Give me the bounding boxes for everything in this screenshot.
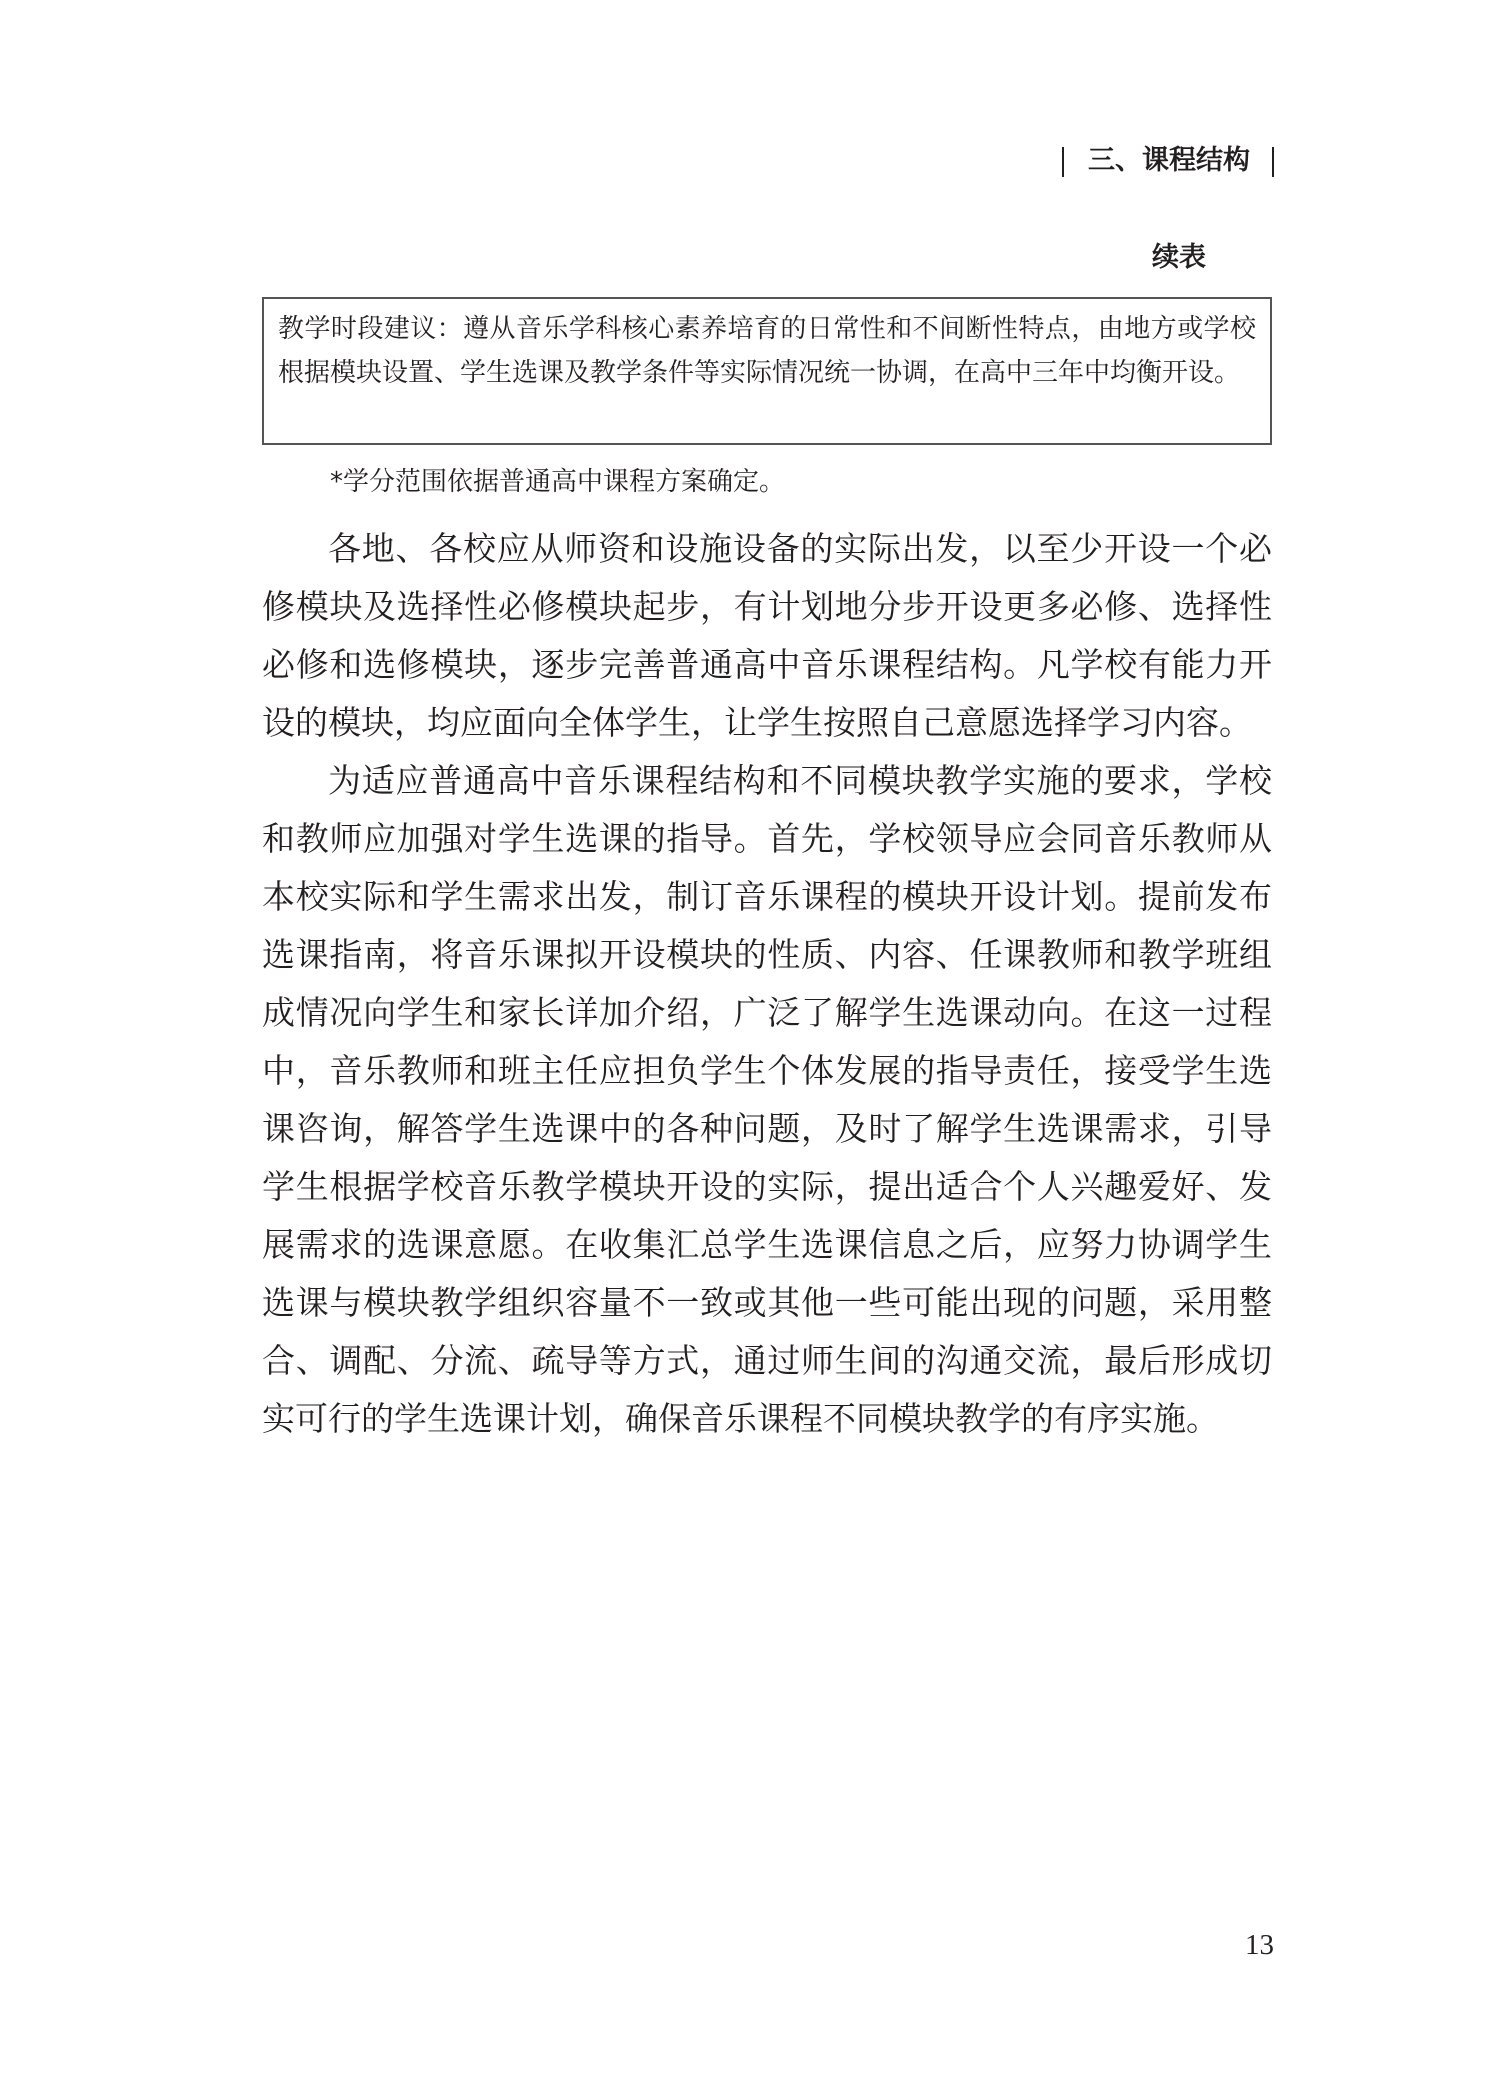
body-text [262, 520, 1272, 1448]
paragraph: 为适应普通高中音乐课程结构和不同模块教学实施的要求，学校和教师应加强对学生选课的指导。首先，学校领导应会同音乐教师从本校实际和学生需求出发，制订音乐课程的模块开设计划。提前发布选课指南，将音乐课拟开设模块的性质、内容、任课教师和教学班组成情况向学生和家长详加介绍，广泛了解学生选课动向。在这一过程中，音乐教师和班主任应担负学生个体发展的指导责任，接受学生选课咨询，解答学生选课中的各种问题，及时了解学生选课需求，引导学生根据学校音乐教学模块开设的实际，提出适合个人兴趣爱好、发展需求的选课意愿。在收集汇总学生选课信息之后，应努力协调学生选课与模块教学组织容量不一致或其他一些可能出现的问题，采用整合、调配、分流、疏导等方式，通过师生间的沟通交流，最后形成切实可行的学生选课计划，确保音乐课程不同模块教学的有序实施。 [262, 761, 1272, 1438]
header-divider-left [1062, 147, 1064, 177]
page-number: 13 [1245, 1929, 1274, 1961]
paragraph: 各地、各校应从师资和设施设备的实际出发，以至少开设一个必修模块及选择性必修模块起步，有计划地分步开设更多必修、选择性必修和选修模块，逐步完善普通高中音乐课程结构。凡学校有能力开设的模块，均应面向全体学生，让学生按照自己意愿选择学习内容。 [262, 529, 1272, 742]
header-divider-right [1272, 147, 1274, 177]
table-continued-label: 续表 [1152, 242, 1206, 273]
table-cell: 教学时段建议：遵从音乐学科核心素养培育的日常性和不间断性特点，由地方或学校根据模块设置、学生选课及教学条件等实际情况统一协调，在高中三年中均衡开设。 [278, 314, 1256, 388]
table-footnote: *学分范围依据普通高中课程方案确定。 [330, 467, 786, 497]
section-title: 三、课程结构 [1088, 145, 1250, 176]
continued-table [262, 297, 1272, 445]
running-header [1038, 138, 1274, 184]
